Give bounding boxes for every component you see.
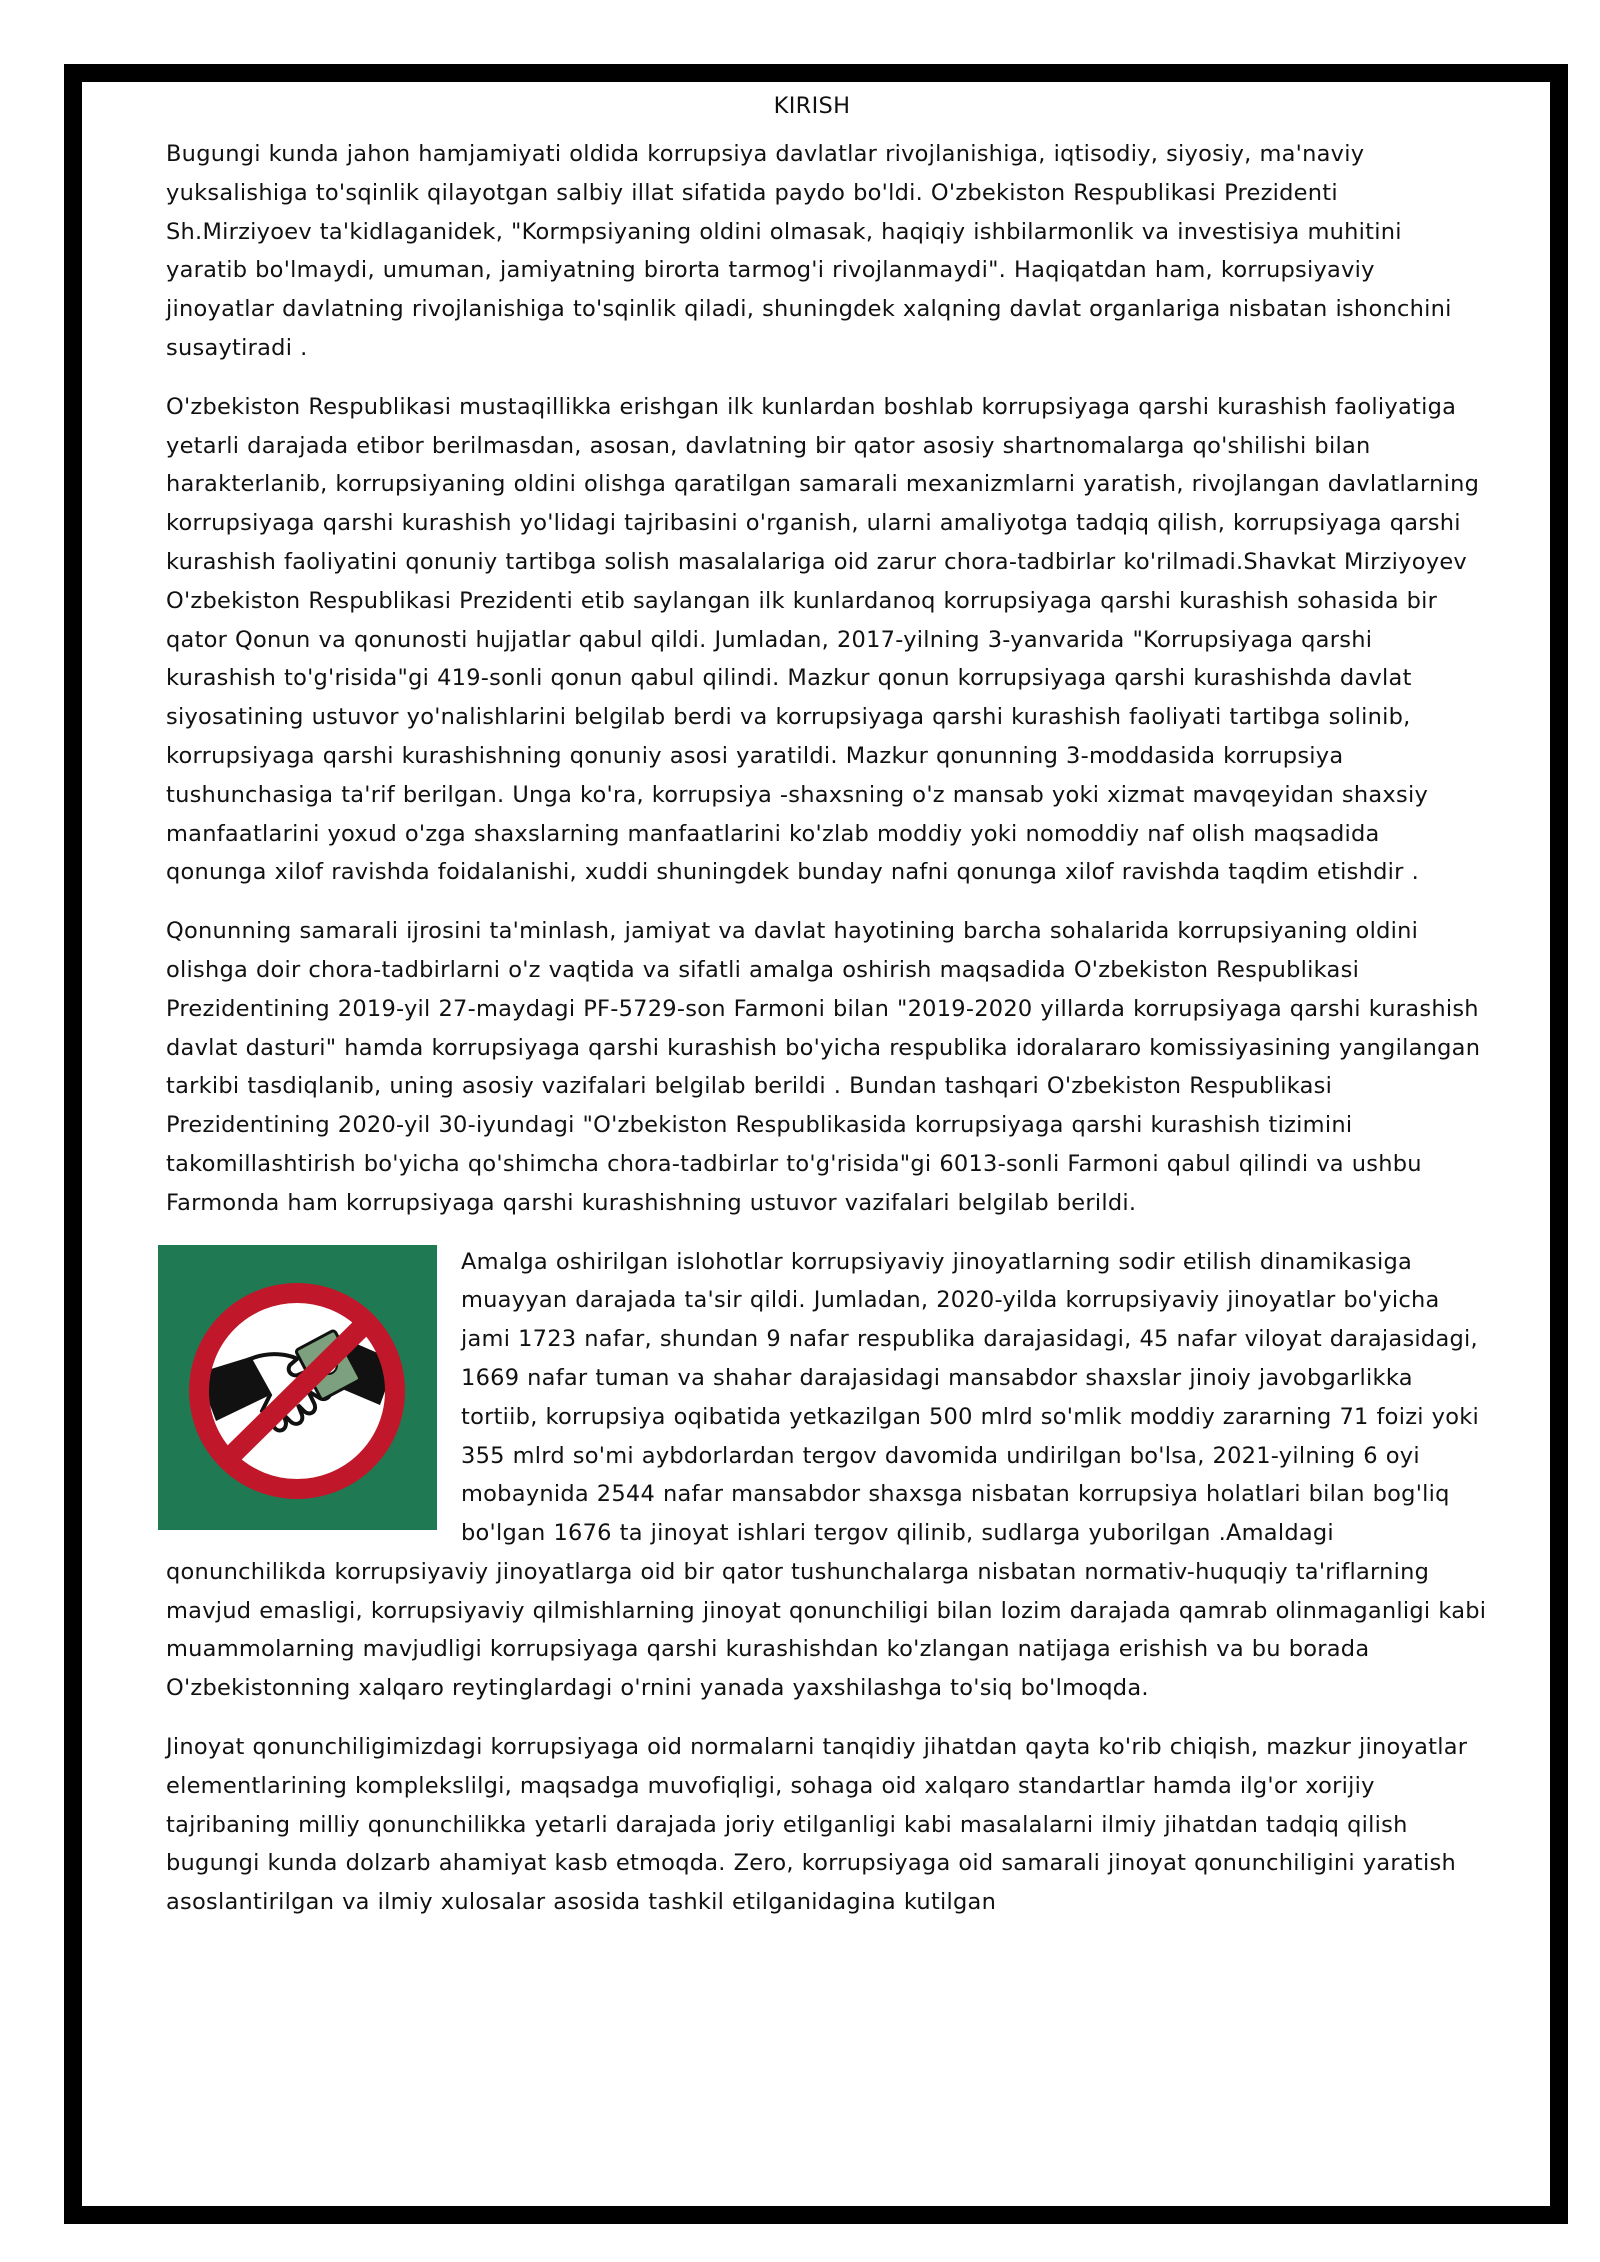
paragraph-2: O'zbekiston Respublikasi mustaqillikka erishgan ilk kunlardan boshlab korrupsiyaga qarshi kurashish faoliyatiga yetarli darajada etibor berilmasdan, asosan, davlatning bir qator asosiy shartnomalarga qo'shilishi bilan harakterlanib, korrupsiyaning oldini olishga qaratilgan samarali mexanizmlarni yaratish, rivojlangan davlatlarning korrupsiyaga qarshi kurashish yo'lidagi tajribasini o'rganish, ularni amaliyotga tadqiq qilish, korrupsiyaga qarshi kurashish faoliyatini qonuniy tartibga solish masalalariga oid zarur chora-tadbirlar ko'rilmadi.Shavkat Mirziyoyev O'zbekiston Respublikasi Prezidenti etib saylangan ilk kunlardanoq korrupsiyaga qarshi kurashish sohasida bir qator Qonun va qonunosti hujjatlar qabul qildi. Jumladan, 2017-yilning 3-yanvarida "Korrupsiyaga qarshi kurashish to'g'risida"gi 419-sonli qonun qabul qilindi. Mazkur qonun korrupsiyaga qarshi kurashishda davlat siyosatining ustuvor yo'nalishlarini belgilab berdi va korrupsiyaga qarshi kurashish faoliyati tartibga solinib, korrupsiyaga qarshi kurashishning qonuniy asosi yaratildi. Mazkur qonunning 3-moddasida korrupsiya tushunchasiga ta'rif berilgan. Unga ko'ra, korrupsiya -shaxsning o'z mansab yoki xizmat mavqeyidan shaxsiy manfaatlarini yoxud o'zga shaxslarning manfaatlarini ko'zlab moddiy yoki nomoddiy naf olish maqsadida qonunga xilof ravishda foidalanishi, xuddi shuningdek bunday nafni qonunga xilof ravishda taqdim etishdir . <box>166 393 1480 886</box>
paragraph-1: Bugungi kunda jahon hamjamiyati oldida korrupsiya davlatlar rivojlanishiga, iqtisodiy, siyosiy, ma'naviy yuksalishiga to'sqinlik qilayotgan salbiy illat sifatida paydo bo'ldi. O'zbekiston Respublikasi Prezidenti Sh.Mirziyoev ta'kidlaganidek, "Kormpsiyaning oldini olmasak, haqiqiy ishbilarmonlik va investisiya muhitini yaratib bo'lmaydi, umuman, jamiyatning birorta tarmog'i rivojlanmaydi". Haqiqatdan ham, korrupsiyaviy jinoyatlar davlatning rivojlanishiga to'sqinlik qiladi, shuningdek xalqning davlat organlariga nisbatan ishonchini susaytiradi . <box>166 141 1452 361</box>
paragraph-3: Qonunning samarali ijrosini ta'minlash, jamiyat va davlat hayotining barcha sohalarida korrupsiyaning oldini olishga doir chora-tadbirlarni o'z vaqtida va sifatli amalga oshirish maqsadida O'zbekiston Respublikasi Prezidentining 2019-yil 27-maydagi PF-5729-son Farmoni bilan "2019-2020 yillarda korrupsiyaga qarshi kurashish davlat dasturi" hamda korrupsiyaga qarshi kurashish bo'yicha respublika idoralararo komissiyasining yangilangan tarkibi tasdiqlanib, uning asosiy vazifalari belgilab berildi . Bundan tashqari O'zbekiston Respublikasi Prezidentining 2020-yil 30-iyundagi "O'zbekiston Respublikasida korrupsiyaga qarshi kurashish tizimini takomillashtirish bo'yicha qo'shimcha chora-tadbirlar to'g'risida"gi 6013-sonli Farmoni qabul qilindi va ushbu Farmonda ham korrupsiyaga qarshi kurashishning ustuvor vazifalari belgilab berildi. <box>166 918 1481 1216</box>
paragraph-4-block <box>166 1243 1488 1709</box>
document-title: KIRISH <box>773 93 851 119</box>
paragraph-5: Jinoyat qonunchiligimizdagi korrupsiyaga oid normalarni tanqidiy jihatdan qayta ko'rib chiqish, mazkur jinoyatlar elementlarining komplekslilgi, maqsadga muvofiqligi, sohaga oid xalqaro standartlar hamda ilg'or xorijiy tajribaning milliy qonunchilikka yetarli darajada joriy etilganligi kabi masalalarni ilmiy jihatdan tadqiq qilish bugungi kunda dolzarb ahamiyat kasb etmoqda. Zero, korrupsiyaga oid samarali jinoyat qonunchiligini yaratish asoslantirilgan va ilmiy xulosalar asosida tashkil etilganidagina kutilgan <box>166 1734 1468 1916</box>
no-bribery-handshake-icon <box>158 1245 437 1530</box>
document-body <box>166 0 1488 1922</box>
anti-corruption-emblem <box>158 1245 437 1530</box>
paragraph-4: Amalga oshirilgan islohotlar korrupsiyaviy jinoyatlarning sodir etilish dinamikasiga muayyan darajada ta'sir qildi. Jumladan, 2020-yilda korrupsiyaviy jinoyatlar bo'yicha jami 1723 nafar, shundan 9 nafar respublika darajasidagi, 45 nafar viloyat darajasidagi, 1669 nafar tuman va shahar darajasidagi mansabdor shaxslar jinoiy javobgarlikka tortiib, korrupsiya oqibatida yetkazilgan 500 mlrd so'mlik moddiy zararning 71 foizi yoki 355 mlrd so'mi aybdorlardan tergov davomida undirilgan bo'lsa, 2021-yilning 6 oyi mobaynida 2544 nafar mansabdor shaxsga nisbatan korrupsiya holatlari bilan bog'liq bo'lgan 1676 ta jinoyat ishlari tergov qilinib, sudlarga yuborilgan .Amaldagi qonunchilikda korrupsiyaviy jinoyatlarga oid bir qator tushunchalarga nisbatan normativ-huquqiy ta'riflarning mavjud emasligi, korrupsiyaviy qilmishlarning jinoyat qonunchiligi bilan lozim darajada qamrab olinmaganligi kabi muammolarning mavjudligi korrupsiyaga qarshi kurashishdan ko'zlangan natijaga erishish va bu borada O'zbekistonning xalqaro reytinglardagi o'rnini yanada yaxshilashga to'siq bo'lmoqda. <box>166 1248 1487 1702</box>
